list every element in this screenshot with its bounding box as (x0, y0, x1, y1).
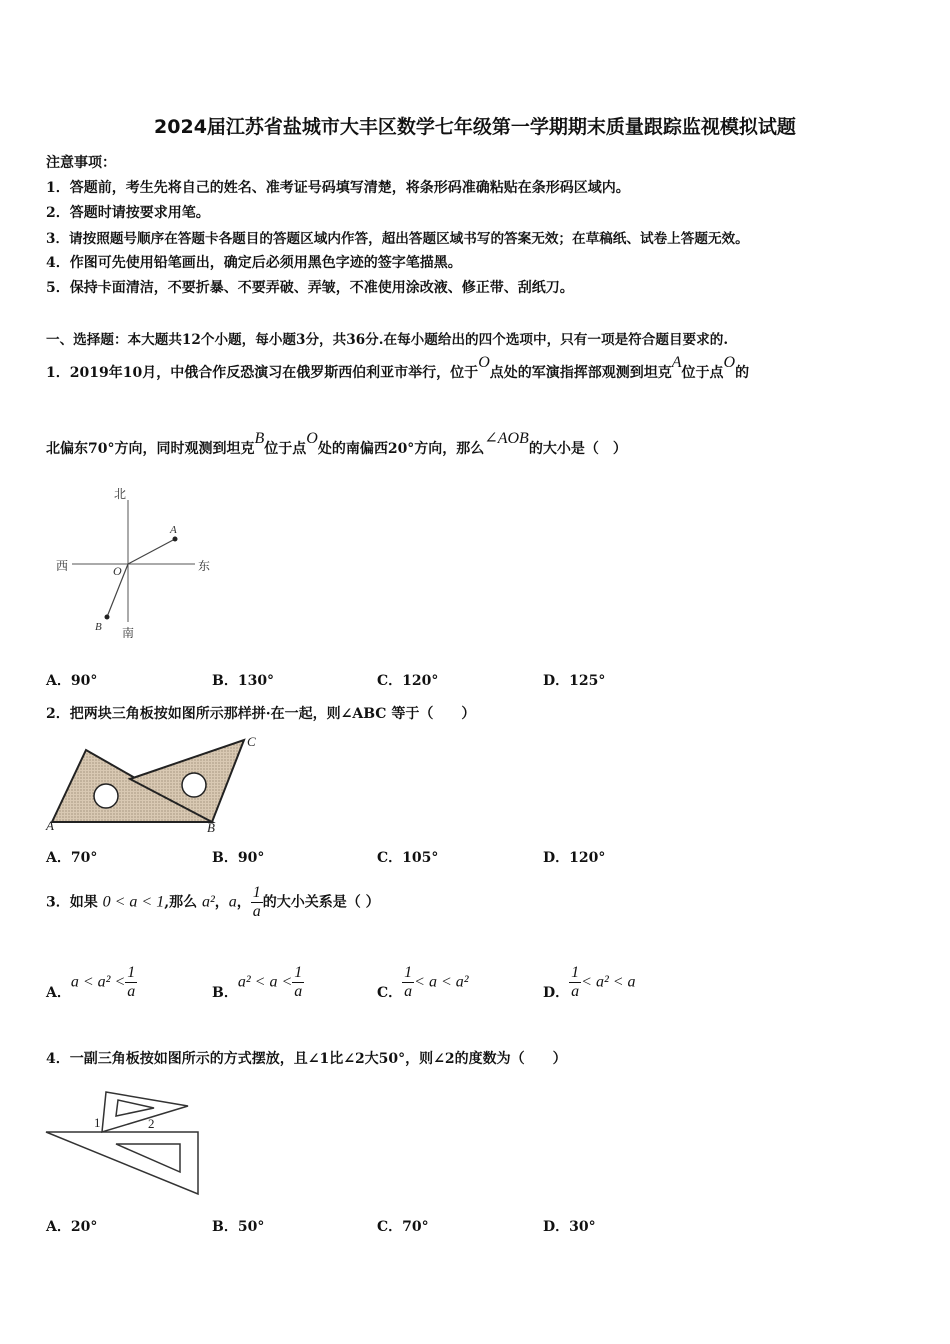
q2-triangles-figure (44, 732, 264, 836)
q1-var-a: A (671, 354, 682, 371)
q3-option-a[interactable]: A．a < a² < $\frac{1}{a}$ (46, 964, 136, 1001)
q3-option-fraction: $\frac{1}{a}$ (127, 964, 136, 1000)
question-1-line-1 (46, 354, 750, 382)
q4-option-a[interactable]: A．20° (46, 1219, 98, 1235)
label-a: A (46, 818, 54, 833)
q3-text: ,那么 (164, 894, 198, 911)
label-north: 北 (114, 487, 127, 501)
notice-heading: 注意事项： (46, 155, 116, 171)
q1-option-d[interactable]: D．125° (543, 673, 606, 689)
q3-condition: 0 < a < 1 (102, 893, 165, 911)
triangle-hole (182, 773, 206, 797)
q2-option-a[interactable]: A．70° (46, 850, 98, 866)
q4-set-squares-figure (44, 1076, 204, 1198)
small-triangle-inner (116, 1100, 154, 1116)
triangle-hole (94, 784, 118, 808)
q1-var-o: O (478, 354, 490, 371)
q1-text: 的大小是（ ） (528, 441, 627, 457)
q2-option-d[interactable]: D．120° (543, 850, 606, 866)
question-3-text (46, 884, 380, 921)
q1-var-o: O (723, 354, 736, 371)
point-b (105, 615, 110, 620)
label-b: B (95, 621, 102, 633)
angle-1-label: 1 (94, 1115, 101, 1130)
notice-item: 4．作图可先使用铅笔画出，确定后必须用黑色字迹的签字笔描黑。 (46, 255, 462, 271)
q2-option-c[interactable]: C．105° (377, 850, 439, 866)
large-triangle (46, 1132, 198, 1194)
q3-text: 3．如果 (46, 894, 98, 911)
question-4-text: 4．一副三角板按如图所示的方式摆放，且∠1比∠2大50°，则∠2的度数为（ ） (46, 1051, 567, 1067)
q1-angle-aob: ∠AOB (484, 430, 529, 447)
notice-item: 2．答题时请按要求用笔。 (46, 205, 210, 221)
notice-item: 1．答题前，考生先将自己的姓名、准考证号码填写清楚，将条形码准确粘贴在条形码区域内。 (46, 180, 630, 196)
q1-compass-figure (50, 482, 220, 642)
ray-oa (128, 539, 175, 564)
q1-text: 位于点 (264, 441, 307, 457)
q1-option-a[interactable]: A．90° (46, 673, 98, 689)
q3-option-fraction: $\frac{1}{a}$ (294, 964, 303, 1000)
notice-item: 5．保持卡面清洁，不要折暴、不要弄破、弄皱，不准使用涂改液、修正带、刮纸刀。 (46, 280, 574, 296)
question-2-text: 2．把两块三角板按如图所示那样拼·在一起，则∠ABC 等于（ ） (46, 706, 476, 722)
q3-fraction: $\frac{1}{a}$ (252, 884, 261, 920)
q1-text: 1．2019年10月，中俄合作反恐演习在俄罗斯西伯利亚市举行，位于 (46, 365, 479, 381)
large-triangle-inner (116, 1144, 180, 1172)
q2-option-b[interactable]: B．90° (212, 850, 265, 866)
q1-text: 北偏东70°方向，同时观测到坦克 (46, 441, 255, 457)
q3-text: ， (214, 894, 229, 911)
q3-option-fraction: $\frac{1}{a}$ (404, 964, 413, 1000)
label-east: 东 (198, 559, 211, 573)
label-o: O (113, 564, 122, 578)
q1-var-b: B (254, 430, 265, 447)
small-triangle (102, 1092, 188, 1132)
q1-option-c[interactable]: C．120° (377, 673, 439, 689)
point-a (173, 537, 178, 542)
label-c: C (247, 734, 256, 749)
q1-text: 点处的军演指挥部观测到坦克 (489, 365, 672, 381)
label-a: A (170, 524, 177, 536)
notice-item: 3．请按照题号顺序在答题卡各题目的答题区域内作答，超出答题区域书写的答案无效；在草稿纸、试卷上答题无效。 (46, 231, 749, 247)
q1-text: 处的南偏西20°方向，那么 (317, 441, 485, 457)
q3-text: ， (236, 894, 251, 911)
question-1-line-2 (46, 430, 627, 458)
q1-option-b[interactable]: B．130° (212, 673, 275, 689)
label-west: 西 (56, 559, 69, 573)
page-title: 2024届江苏省盐城市大丰区数学七年级第一学期期末质量跟踪监视模拟试题 (154, 116, 796, 138)
angle-2-label: 2 (148, 1116, 155, 1131)
q4-option-d[interactable]: D．30° (543, 1219, 596, 1235)
q3-a-squared: a² (201, 893, 215, 911)
label-south: 南 (122, 626, 135, 640)
section-heading: 一、选择题：本大题共12个小题，每小题3分，共36分.在每小题给出的四个选项中，只有一项是符合题目要求的. (46, 332, 729, 348)
q1-text: 的 (735, 365, 750, 381)
q1-text: 位于点 (681, 365, 724, 381)
q3-option-d[interactable]: D． $\frac{1}{a}$ < a² < a (543, 964, 636, 1001)
q3-option-c[interactable]: C． $\frac{1}{a}$ < a < a² (377, 964, 469, 1001)
q3-text: 的大小关系是（ ） (262, 894, 380, 911)
q4-option-c[interactable]: C．70° (377, 1219, 429, 1235)
q3-option-b[interactable]: B．a² < a < $\frac{1}{a}$ (212, 964, 303, 1001)
label-b: B (207, 820, 215, 835)
q4-option-b[interactable]: B．50° (212, 1219, 265, 1235)
q3-option-fraction: $\frac{1}{a}$ (571, 964, 580, 1000)
q3-a: a (228, 893, 237, 911)
q1-var-o: O (306, 430, 318, 447)
